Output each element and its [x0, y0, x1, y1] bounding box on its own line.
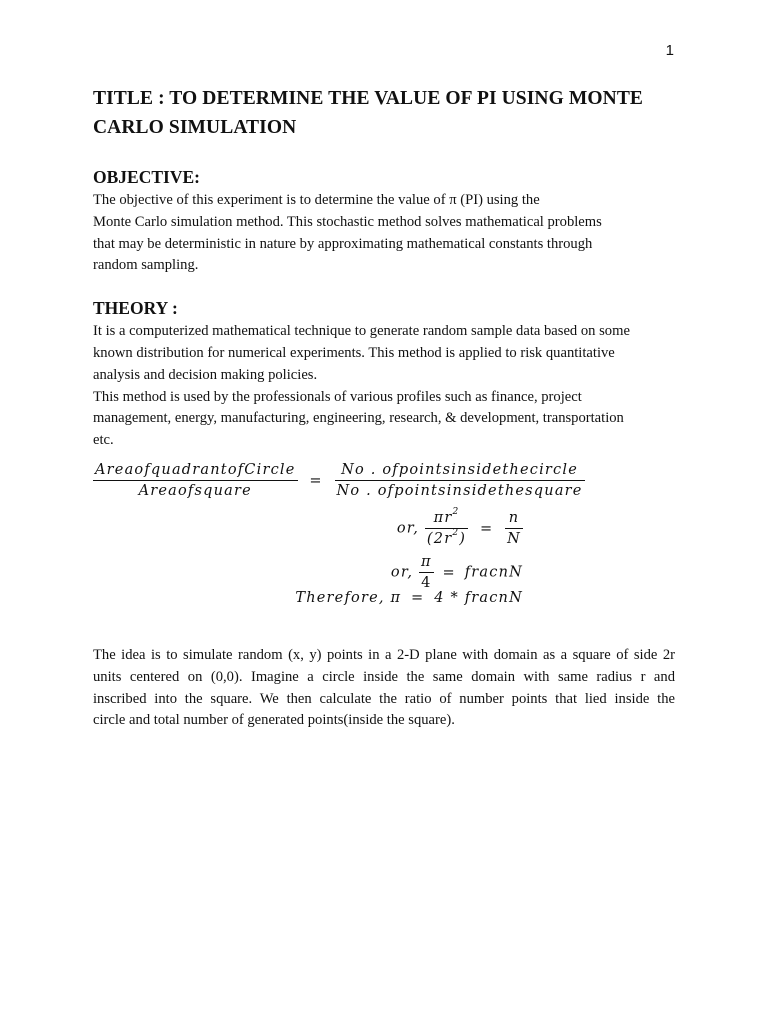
eq1-equals: =: [309, 472, 323, 489]
page-number: 1: [665, 42, 674, 59]
theory-line-4: This method is used by the professionals of various profiles such as finance, project: [93, 388, 582, 405]
eq3-rhs: fracnN: [464, 564, 523, 581]
title-line-2: CARLO SIMULATION: [93, 117, 297, 138]
equation-3: [391, 554, 523, 591]
eq3-lhs-numerator: π: [420, 554, 432, 570]
title-line-1: TITLE : TO DETERMINE THE VALUE OF PI USING MONTE: [93, 88, 644, 109]
objective-line-1: The objective of this experiment is to determine the value of π (PI) using the: [93, 192, 540, 208]
eq2-rhs-numerator: n: [508, 510, 520, 526]
theory-paragraph: [93, 321, 675, 452]
eq2-lhs-denominator: $(2r^2)$: [426, 528, 467, 547]
objective-heading: OBJECTIVE:: [93, 167, 200, 187]
simulation-line-3: inscribed into the square. We then calculate the ratio of number points that lied inside the: [93, 690, 675, 707]
eq2-rhs-denominator: N: [505, 528, 523, 547]
simulation-line-4: circle and total number of generated points(inside the square).: [93, 712, 455, 729]
simulation-line-2: units centered on (0,0). Imagine a circle inside the same domain with same radius r and: [93, 668, 675, 685]
equation-2: [396, 507, 523, 547]
theory-line-3: analysis and decision making policies.: [93, 366, 318, 383]
eq4-equals: =: [411, 590, 425, 606]
equation-1: [93, 462, 585, 499]
eq3-lhs-fraction: [419, 554, 434, 591]
eq2-prefix: or,: [396, 520, 420, 537]
document-body: [93, 84, 675, 452]
equation-block: [93, 462, 583, 612]
simulation-line-1: The idea is to simulate random (x, y) points in a 2-D plane with domain as a square of side 2r: [93, 647, 675, 663]
equation-4: [295, 590, 523, 606]
eq4-rhs: 4 * fracnN: [434, 590, 523, 606]
eq4-lhs: Therefore, π: [295, 590, 402, 606]
theory-heading: THEORY :: [93, 298, 178, 319]
objective-line-3: that may be deterministic in nature by approximating mathematical constants through: [93, 235, 593, 252]
eq2-lhs-numerator: $\pi r^2$: [433, 507, 460, 526]
eq3-lhs-denominator: 4: [419, 572, 434, 591]
objective-paragraph: [93, 190, 675, 277]
eq1-lhs-fraction: [93, 462, 298, 499]
theory-line-6: etc.: [93, 432, 114, 449]
eq3-prefix: or,: [390, 564, 414, 581]
eq3-equals: =: [442, 564, 456, 581]
eq1-rhs-denominator: No . ofpointsinsidethesquare: [335, 480, 585, 499]
eq1-rhs-fraction: [335, 462, 585, 499]
eq2-rhs-fraction: [505, 510, 523, 547]
theory-line-2: known distribution for numerical experiments. This method is applied to risk quantitative: [93, 344, 615, 361]
objective-line-4: random sampling.: [93, 257, 199, 274]
document-title: [93, 84, 675, 142]
theory-line-5: management, energy, manufacturing, engineering, research, & development, transportation: [93, 410, 624, 427]
eq1-lhs-denominator: Areaofsquare: [93, 480, 298, 499]
objective-line-2: Monte Carlo simulation method. This stochastic method solves mathematical problems: [93, 213, 602, 230]
simulation-paragraph: [93, 645, 675, 732]
eq1-lhs-numerator: AreaofquadrantofCircle: [95, 462, 296, 478]
theory-line-1: It is a computerized mathematical technique to generate random sample data based on some: [93, 323, 630, 340]
eq1-rhs-numerator: No . ofpointsinsidethecircle: [341, 462, 578, 478]
eq2-lhs-fraction: [425, 507, 468, 547]
eq2-equals: =: [479, 520, 494, 537]
